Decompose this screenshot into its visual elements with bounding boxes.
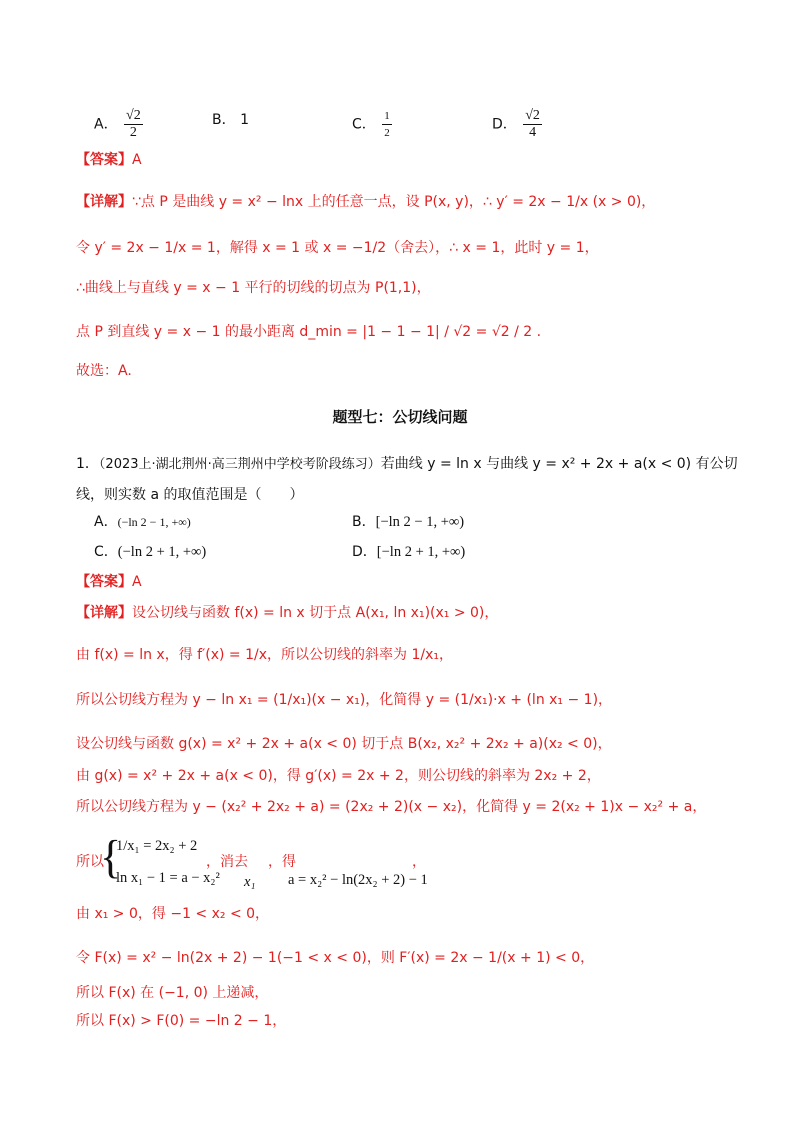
equation-text: a = x₂² − ln(2x₂ + 2) − 1 xyxy=(288,872,428,888)
detail-line-4: 设公切线与函数 g(x) = x² + 2x + a(x < 0) 切于点 B(x₂, x₂² + 2x₂ + a)(x₂ < 0)， xyxy=(76,736,612,752)
system-equation-2 xyxy=(116,868,220,888)
option-b-value: 1 xyxy=(240,112,249,128)
detail-line-9: 令 F(x) = x² − ln(2x + 2) − 1(−1 < x < 0)，则 F′(x) = 2x − 1/(x + 1) < 0， xyxy=(76,950,595,966)
prev-option-a xyxy=(94,108,145,141)
question-number: 1． xyxy=(76,456,99,472)
equation-text: ln x₁ − 1 = a − x₂² xyxy=(116,870,220,886)
detail-line-3: 所以公切线方程为 y − ln x₁ = (1/x₁)(x − x₁)，化简得 y = (1/x₁)·x + (ln x₁ − 1)， xyxy=(76,692,613,708)
option-label: C． xyxy=(94,544,118,560)
option-value: (−ln 2 − 1, +∞) xyxy=(117,515,191,529)
option-value: (−ln 2 + 1, +∞) xyxy=(117,544,207,560)
prev-detail-line-1 xyxy=(76,192,655,212)
equation-text: 1/x₁ = 2x₂ + 2 xyxy=(116,838,198,854)
eliminate-text: ，消去 xyxy=(206,854,248,870)
answer-tag: 【答案】 xyxy=(76,574,132,590)
section-title: 题型七：公切线问题 xyxy=(332,408,468,426)
detail-tag: 【详解】 xyxy=(76,605,132,621)
option-b xyxy=(352,512,464,532)
answer-tag: 【答案】 xyxy=(76,152,132,168)
detail-tag: 【详解】 xyxy=(76,194,132,210)
detail-line-10: 所以 F(x) 在 (−1, 0) 上递减， xyxy=(76,985,269,1001)
detail-line-7-prefix: 所以 xyxy=(76,854,104,870)
variable-text: x₁ xyxy=(244,874,256,890)
prev-detail-line-2: 令 y′ = 2x − 1/x = 1，解得 x = 1 或 x = −1/2（舍去），∴ x = 1，此时 y = 1， xyxy=(76,240,599,256)
prev-detail-line-5: 故选：A. xyxy=(76,363,132,379)
answer-value: A xyxy=(132,574,142,590)
option-label: A． xyxy=(94,514,118,530)
detail-line-5: 由 g(x) = x² + 2x + a(x < 0)，得 g′(x) = 2x + 2，则公切线的斜率为 2x₂ + 2， xyxy=(76,768,601,784)
option-label: A． xyxy=(94,116,118,133)
prev-answer xyxy=(76,150,142,170)
detail-line-8: 由 x₁ > 0，得 −1 < x₂ < 0， xyxy=(76,906,270,922)
option-value: [−ln 2 + 1, +∞) xyxy=(376,544,466,560)
question-line-1 xyxy=(76,454,738,475)
left-brace-icon: { xyxy=(100,831,122,884)
result-equation xyxy=(288,870,428,890)
option-a xyxy=(94,512,191,532)
option-d xyxy=(352,542,465,562)
detail-text: 设公切线与函数 f(x) = ln x 切于点 A(x₁, ln x₁)(x₁ > 0)， xyxy=(132,605,499,621)
detail-line-2: 由 f(x) = ln x，得 f′(x) = 1/x，所以公切线的斜率为 1/x₁， xyxy=(76,647,453,663)
option-label: C． xyxy=(352,116,376,133)
detail-line-11: 所以 F(x) > F(0) = −ln 2 − 1， xyxy=(76,1013,287,1029)
question-line-2: 线，则实数 a 的取值范围是（ ） xyxy=(76,487,304,503)
option-value: [−ln 2 − 1, +∞) xyxy=(375,514,465,530)
detail-line-1 xyxy=(76,603,498,623)
prev-option-d xyxy=(492,108,544,141)
question-source: （2023上·湖北荆州·高三荆州中学校考阶段练习） xyxy=(98,457,381,472)
detail-text: ∵点 P 是曲线 y = x² − lnx 上的任意一点，设 P(x, y)，∴ y′ = 2x − 1/x (x > 0)， xyxy=(132,194,656,210)
prev-option-b xyxy=(212,110,249,130)
prev-detail-line-4: 点 P 到直线 y = x − 1 的最小距离 d_min = |1 − 1 − 1| / √2 = √2 / 2 . xyxy=(76,324,542,340)
prev-detail-line-3: ∴曲线上与直线 y = x − 1 平行的切线的切点为 P(1,1)， xyxy=(76,280,431,296)
prev-option-c xyxy=(352,108,394,141)
option-c xyxy=(94,542,206,562)
option-d-value: $\frac{√2}{4}$ xyxy=(525,108,540,140)
option-a-value: $\frac{√2}{2}$ xyxy=(126,108,141,140)
option-c-value: $\frac{1}{2}$ xyxy=(384,110,390,139)
eliminated-variable xyxy=(244,872,255,892)
option-label: D． xyxy=(492,116,517,133)
option-label: B． xyxy=(212,112,236,128)
system-equation-1 xyxy=(116,836,197,856)
detail-line-6: 所以公切线方程为 y − (x₂² + 2x₂ + a) = (2x₂ + 2)(x − x₂)，化简得 y = 2(x₂ + 1)x − x₂² + a， xyxy=(76,799,707,815)
question-text: 若曲线 y = ln x 与曲线 y = x² + 2x + a(x < 0) 有公切 xyxy=(380,456,738,472)
answer xyxy=(76,572,142,592)
answer-value: A xyxy=(132,152,142,168)
option-label: D． xyxy=(352,544,377,560)
option-label: B． xyxy=(352,514,376,530)
result-end: ， xyxy=(412,854,426,870)
get-text: ，得 xyxy=(268,854,296,870)
